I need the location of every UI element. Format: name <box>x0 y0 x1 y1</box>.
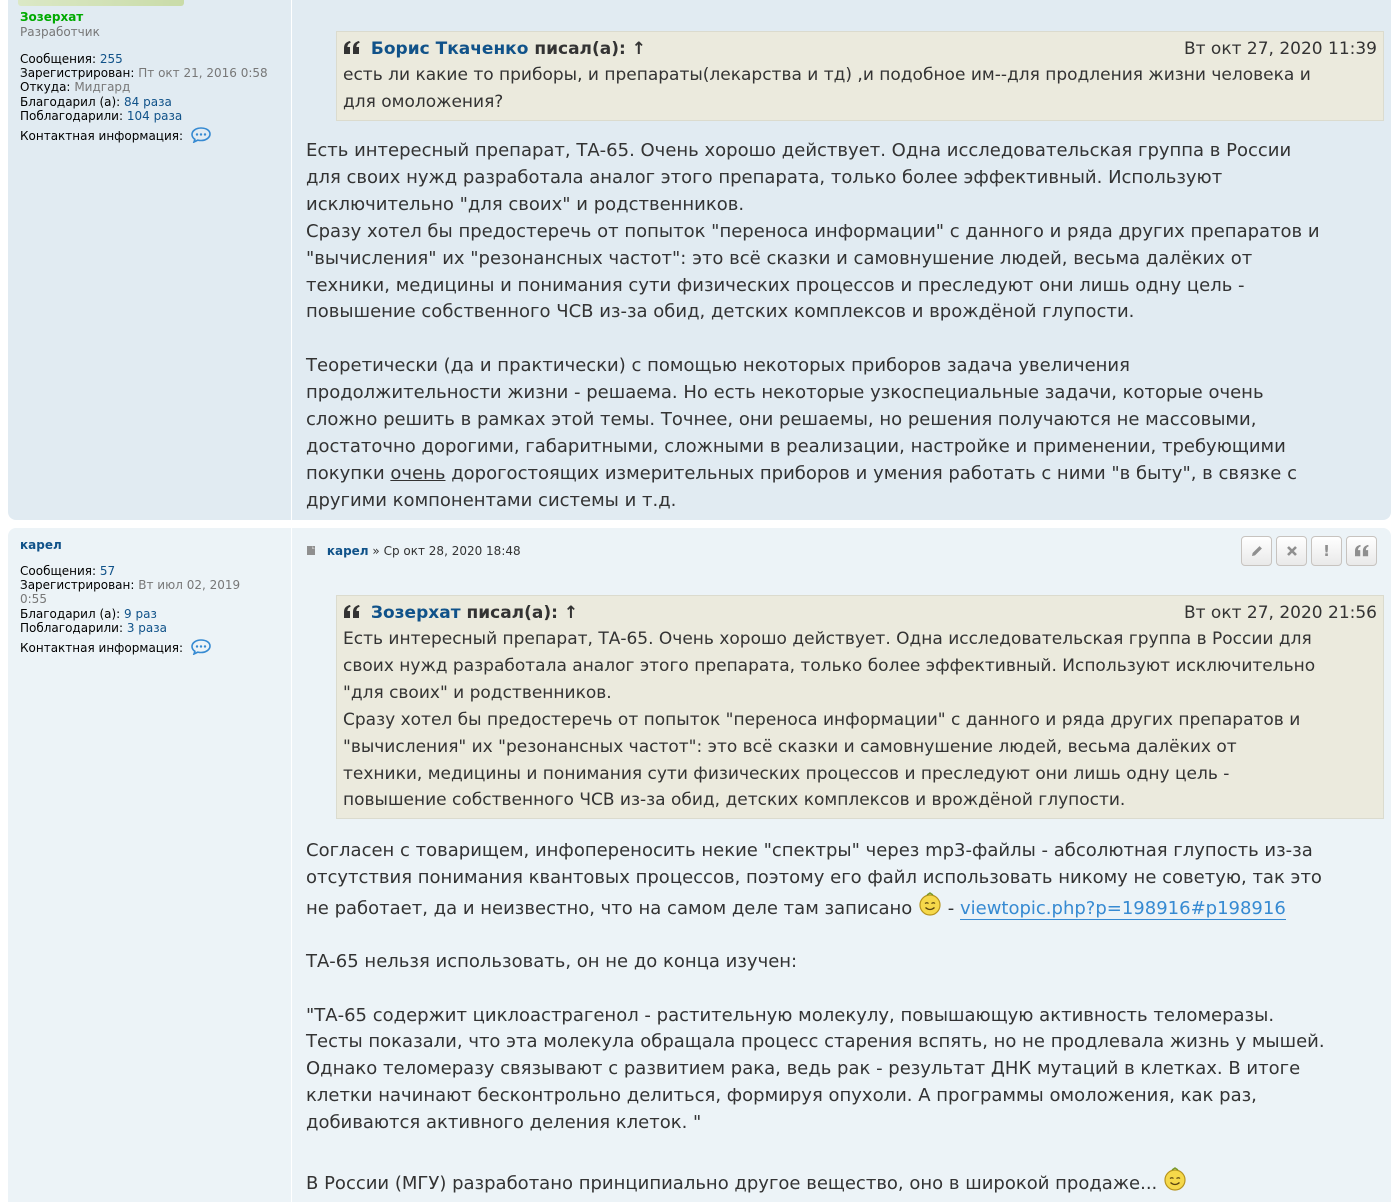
post-2-body <box>306 838 1381 1198</box>
profile-contact <box>20 639 282 655</box>
body-line: клетки начинают бесконтрольно делиться, формируя опухоли. А программы омоложения, как раз, <box>306 1085 1257 1107</box>
profile-registered <box>20 578 282 606</box>
avatar[interactable] <box>18 0 184 6</box>
body-line: повышение собственного ЧСВ из-за обид, детских комплексов и врождёной глупости. <box>306 301 1135 323</box>
thanked-by-label: Поблагодарили: <box>20 109 124 123</box>
post-2-actions <box>1241 536 1377 566</box>
from-value: Мидгард <box>74 80 131 94</box>
thanked-label: Благодарил (а): <box>20 95 121 109</box>
body-text: покупки <box>306 462 391 484</box>
quote-line: есть ли какие то приборы, и препараты(лекарства и тд) ,и подобное им--для продления жизни человека и <box>343 65 1311 85</box>
quote-wrote-label: писал(а): <box>534 39 626 59</box>
thanked-link[interactable]: 84 раза <box>124 95 172 109</box>
profile-thanked-by <box>20 621 282 635</box>
delete-icon <box>1286 545 1298 557</box>
profile-from <box>20 80 282 94</box>
body-line: Тесты показали, что эта молекула обращала процесс старения вспять, но не продлевала жизнь у мышей. <box>306 1031 1325 1053</box>
body-text: дорогостоящих измерительных приборов и умения работать с ними "в быту", в связке с <box>445 462 1297 484</box>
profile-messages <box>20 52 282 66</box>
edit-button[interactable] <box>1241 536 1272 566</box>
meta-separator: » <box>372 544 380 558</box>
messages-link[interactable]: 57 <box>99 564 116 578</box>
body-line: сложно решить в рамках этой темы. Точнее, они решаемы, но решения получаются не массовыми, <box>306 409 1257 431</box>
edit-icon <box>1250 544 1264 558</box>
underlined-text: очень <box>390 462 446 484</box>
post-date: Ср окт 28, 2020 18:48 <box>383 544 521 558</box>
smiley-icon <box>1163 1167 1187 1191</box>
registered-label: Зарегистрирован: <box>20 578 135 592</box>
post-2-quote <box>336 595 1384 819</box>
body-line: Однако теломеразу связывают с развитием рака, ведь рак - результат ДНК мутаций в клетках. В итоге <box>306 1058 1301 1080</box>
contact-bubble-icon[interactable] <box>191 127 209 141</box>
profile-contact <box>20 127 282 143</box>
body-line: добиваются активного деления клеток. " <box>306 1112 702 1134</box>
post-link[interactable]: viewtopic.php?p=198916#p198916 <box>959 897 1286 919</box>
body-line: продолжительности жизни - решаема. Но есть некоторые узкоспециальные задачи, которые очень <box>306 382 1264 404</box>
profile-thanked <box>20 607 282 621</box>
body-line: Теоретически (да и практически) с помощью некоторых приборов задача увеличения <box>306 355 1130 377</box>
profile-rank: Разработчик <box>20 25 100 39</box>
quote-author-link[interactable]: Борис Ткаченко <box>370 39 529 59</box>
profile-messages <box>20 564 282 578</box>
post-2-meta <box>306 544 521 558</box>
body-blank-line <box>306 1137 1381 1167</box>
body-line: "ТА-65 содержит циклоастрагенол - растительную молекулу, повышающую активность теломеразы. <box>306 1004 1275 1026</box>
profile-registered <box>20 66 282 80</box>
quote-jump-link[interactable]: ↑ <box>631 39 646 59</box>
messages-link[interactable]: 255 <box>99 52 123 66</box>
messages-label: Сообщения: <box>20 52 97 66</box>
post-author-link[interactable]: карел <box>326 544 369 558</box>
body-text: В России (МГУ) разработано принципиально другое вещество, оно в широкой продаже... <box>306 1173 1158 1195</box>
quote-header <box>343 600 1377 626</box>
quote-date: Вт окт 27, 2020 11:39 <box>1183 39 1377 59</box>
quote-line: повышение собственного ЧСВ из-за обид, детских комплексов и врождёной глупости. <box>343 790 1126 811</box>
thanked-label: Благодарил (а): <box>20 607 121 621</box>
profile-username[interactable]: карел <box>20 538 62 552</box>
quote-marks-icon <box>343 38 361 54</box>
quote-line: для омоложения? <box>343 91 504 112</box>
profile-username[interactable]: Зозерхат <box>20 10 84 24</box>
body-line: исключительно "для своих" и родственников. <box>306 193 745 215</box>
quote-date: Вт окт 27, 2020 21:56 <box>1183 603 1377 623</box>
quote-header <box>343 36 1377 62</box>
delete-button[interactable] <box>1276 536 1307 566</box>
quote-line: техники, медицины и понимания сути физических процессов и преследуют они лишь одну цель - <box>343 763 1230 784</box>
report-button[interactable] <box>1311 536 1342 566</box>
body-line: ТА-65 нельзя использовать, он не до конца изучен: <box>306 950 798 972</box>
from-label: Откуда: <box>20 80 71 94</box>
quote-body <box>343 62 1377 116</box>
body-line <box>306 892 1381 922</box>
body-blank-line <box>306 326 1381 353</box>
quote-jump-link[interactable]: ↑ <box>563 603 579 623</box>
quote-line: своих нужд разработала аналог этого препарата, только более эффективный. Используют исключительно <box>343 655 1316 676</box>
contact-label: Контактная информация: <box>20 641 184 655</box>
thanked-link[interactable]: 9 раз <box>124 607 157 621</box>
body-line: другими компонентами системы и т.д. <box>306 489 677 511</box>
quote-author-link[interactable]: Зозерхат <box>370 603 461 623</box>
body-blank-line <box>306 976 1381 1003</box>
thanked-by-label: Поблагодарили: <box>20 621 124 635</box>
post-2 <box>8 528 1391 1202</box>
body-line: достаточно дорогими, габаритными, сложными в реализации, настройке и применении, требующими <box>306 435 1286 457</box>
post-1 <box>8 0 1391 520</box>
body-line: "вычисления" их "резонансных частот": это всё сказки и самовнушение людей, весьма далёких от <box>306 247 1253 269</box>
registered-label: Зарегистрирован: <box>20 66 135 80</box>
quote-wrote-label: писал(а): <box>466 603 558 623</box>
profile-thanked-by <box>20 109 282 123</box>
body-line: для своих нужд разработала аналог этого препарата, только более эффективный. Используют <box>306 166 1223 188</box>
quote-button[interactable] <box>1346 536 1377 566</box>
quote-line: Сразу хотел бы предостеречь от попыток "переноса информации" с данного и ряда других препаратов и <box>343 709 1301 730</box>
body-text: не работает, да и неизвестно, что на самом деле там записано <box>306 897 913 919</box>
contact-label: Контактная информация: <box>20 129 184 143</box>
quote-line: "для своих" и родственников. <box>343 682 612 703</box>
registered-value: Вт июл 02, 2019 <box>138 578 241 592</box>
report-icon: ! <box>1323 542 1330 560</box>
quote-marks-icon <box>343 602 361 618</box>
quote-line: Есть интересный препарат, ТА-65. Очень хорошо действует. Одна исследовательская группа в России для <box>343 629 1312 649</box>
registered-value-time: 0:55 <box>20 592 47 606</box>
quote-body <box>343 626 1377 814</box>
registered-value: Пт окт 21, 2016 0:58 <box>138 66 268 80</box>
thanked-by-link[interactable]: 3 раза <box>126 621 167 635</box>
body-line: техники, медицины и понимания сути физических процессов и преследуют они лишь одну цель - <box>306 274 1245 296</box>
post-1-body <box>306 138 1381 515</box>
body-text: - <box>942 897 960 919</box>
body-line <box>306 461 1381 488</box>
smiley-icon <box>918 892 942 916</box>
body-line: Согласен с товарищем, инфопереносить некие "спектры" через mp3-файлы - абсолютная глупость из-за <box>306 840 1313 861</box>
body-line: Сразу хотел бы предостеречь от попыток "переноса информации" с данного и ряда других препаратов и <box>306 220 1320 242</box>
quote-icon <box>1354 544 1370 558</box>
messages-label: Сообщения: <box>20 564 97 578</box>
post-2-profile <box>8 528 292 1202</box>
contact-bubble-icon[interactable] <box>191 639 209 653</box>
quote-line: "вычисления" их "резонансных частот": это всё сказки и самовнушение людей, весьма далёких от <box>343 736 1237 757</box>
thanked-by-link[interactable]: 104 раза <box>126 109 183 123</box>
body-line: отсутствия понимания квантовых процессов, поэтому его файл использовать никому не советую, так это <box>306 866 1322 888</box>
body-line <box>306 1167 1381 1198</box>
post-1-quote <box>336 31 1384 121</box>
body-line: Есть интересный препарат, ТА-65. Очень хорошо действует. Одна исследовательская группа в России <box>306 140 1292 161</box>
profile-thanked <box>20 95 282 109</box>
post-document-icon[interactable] <box>306 545 317 556</box>
body-blank-line <box>306 922 1381 949</box>
